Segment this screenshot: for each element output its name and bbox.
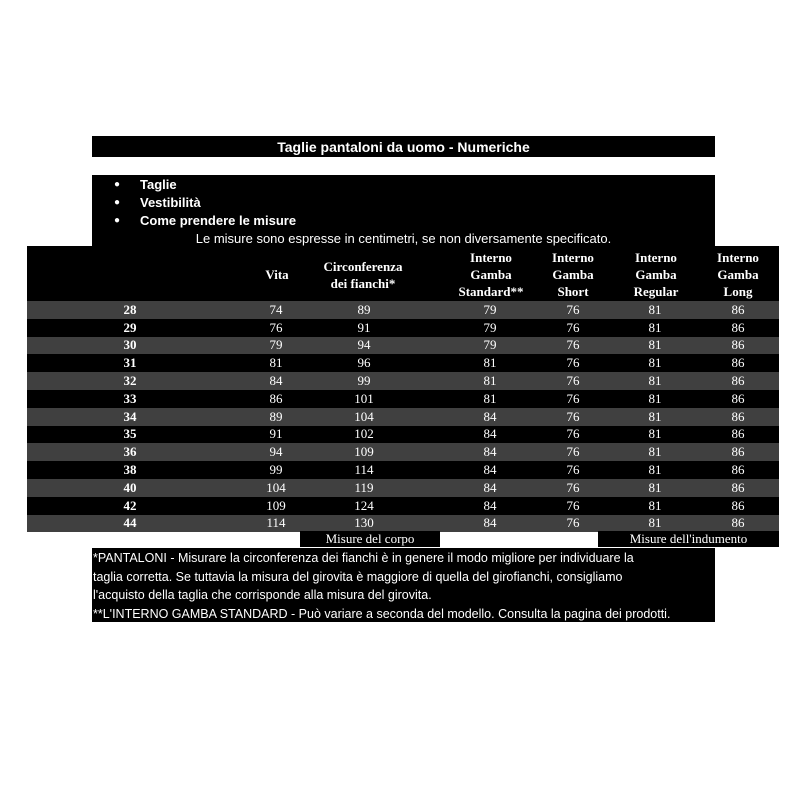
header-line: Long: [723, 284, 753, 299]
cell-size: 30: [123, 337, 137, 353]
header-line: dei fianchi*: [330, 276, 396, 291]
cell-size: 42: [123, 497, 137, 513]
cell-short: 76: [566, 426, 580, 442]
cell-std: 79: [483, 301, 497, 317]
cell-std: 79: [483, 319, 497, 335]
cell-short: 76: [566, 515, 580, 531]
cell-vita: 109: [266, 497, 286, 513]
cell-regular: 81: [648, 444, 662, 460]
cell-regular: 81: [648, 355, 662, 371]
header-line: Circonferenza: [323, 259, 403, 274]
nav-item-label: Taglie: [140, 177, 177, 192]
table-row: [27, 372, 779, 390]
bullet-icon: ●: [114, 197, 121, 208]
cell-std: 84: [483, 426, 497, 442]
cell-size: 31: [123, 355, 137, 371]
cell-long: 86: [731, 355, 745, 371]
header-long: [703, 249, 773, 300]
header-line: Gamba: [552, 267, 594, 282]
cell-std: 81: [483, 390, 497, 406]
cell-vita: 86: [269, 390, 283, 406]
cell-std: 84: [483, 515, 497, 531]
header-line: Interno: [717, 250, 759, 265]
cell-vita: 114: [266, 515, 286, 531]
cell-std: 84: [483, 462, 497, 478]
cell-size: 28: [123, 301, 137, 317]
cell-size: 29: [123, 319, 137, 335]
cell-hips: 119: [354, 479, 374, 495]
header-line: Interno: [635, 250, 677, 265]
footnote-line: **L'INTERNO GAMBA STANDARD - Può variare a seconda del modello. Consulta la pagina dei prodotti.: [93, 606, 671, 621]
footnote-line: taglia corretta. Se tuttavia la misura del girovita è maggiore di quella del girofianchi, consigliamo: [93, 569, 623, 584]
table-row: [27, 408, 779, 426]
cell-hips: 99: [357, 373, 371, 389]
cell-hips: 102: [354, 426, 374, 442]
cell-vita: 76: [269, 319, 283, 335]
cell-hips: 104: [354, 408, 374, 424]
cell-regular: 81: [648, 373, 662, 389]
table-row: [27, 479, 779, 497]
table-row: [27, 319, 779, 337]
header-line: Interno: [470, 250, 512, 265]
cell-regular: 81: [648, 497, 662, 513]
cell-short: 76: [566, 444, 580, 460]
cell-std: 84: [483, 479, 497, 495]
header-hips: [300, 258, 426, 292]
cell-vita: 81: [269, 355, 283, 371]
cell-short: 76: [566, 301, 580, 317]
bullet-icon: ●: [114, 215, 121, 226]
cell-vita: 104: [266, 479, 286, 495]
cell-hips: 101: [354, 390, 374, 406]
table-row: [27, 337, 779, 355]
nav-item-misure[interactable]: [114, 212, 296, 230]
footnotes: [92, 548, 715, 622]
cell-regular: 81: [648, 301, 662, 317]
header-line: Standard**: [458, 284, 524, 299]
cell-long: 86: [731, 390, 745, 406]
cell-size: 36: [123, 444, 137, 460]
cell-regular: 81: [648, 479, 662, 495]
header-line: Interno: [552, 250, 594, 265]
cell-size: 32: [123, 373, 137, 389]
cell-long: 86: [731, 301, 745, 317]
cell-long: 86: [731, 373, 745, 389]
table-row: [27, 354, 779, 372]
garment-measure-label: Misure dell'indumento: [598, 531, 779, 547]
cell-short: 76: [566, 319, 580, 335]
cell-std: 84: [483, 444, 497, 460]
cell-long: 86: [731, 515, 745, 531]
cell-long: 86: [731, 462, 745, 478]
cell-std: 84: [483, 408, 497, 424]
cell-short: 76: [566, 390, 580, 406]
cell-regular: 81: [648, 319, 662, 335]
cell-long: 86: [731, 497, 745, 513]
cell-short: 76: [566, 462, 580, 478]
footnote-line: l'acquisto della taglia che corrisponde alla misura del girovita.: [93, 588, 432, 602]
cell-short: 76: [566, 479, 580, 495]
header-line: Short: [557, 284, 589, 299]
header-line: Gamba: [470, 267, 512, 282]
cell-size: 44: [123, 515, 137, 531]
cell-hips: 96: [357, 355, 371, 371]
cell-size: 34: [123, 408, 137, 424]
header-short: [538, 249, 608, 300]
header-std: [446, 249, 536, 300]
cell-hips: 91: [357, 319, 371, 335]
cell-hips: 114: [354, 462, 374, 478]
cell-vita: 91: [269, 426, 283, 442]
header-regular: [616, 249, 696, 300]
cell-hips: 130: [354, 515, 374, 531]
cell-short: 76: [566, 497, 580, 513]
cell-regular: 81: [648, 426, 662, 442]
cell-long: 86: [731, 408, 745, 424]
cell-short: 76: [566, 408, 580, 424]
cell-vita: 74: [269, 301, 283, 317]
nav-item-taglie[interactable]: [114, 176, 296, 194]
cell-vita: 89: [269, 408, 283, 424]
nav-item-vestibilita[interactable]: [114, 194, 296, 212]
table-row: [27, 461, 779, 479]
cell-long: 86: [731, 337, 745, 353]
cell-hips: 94: [357, 337, 371, 353]
cell-vita: 84: [269, 373, 283, 389]
cell-size: 38: [123, 462, 137, 478]
table-row: [27, 515, 779, 533]
cell-regular: 81: [648, 462, 662, 478]
cell-regular: 81: [648, 337, 662, 353]
cell-long: 86: [731, 479, 745, 495]
nav-list: [114, 176, 296, 230]
header-line: Gamba: [635, 267, 677, 282]
table-row: [27, 426, 779, 444]
nav-item-label: Vestibilità: [140, 195, 201, 210]
cell-short: 76: [566, 373, 580, 389]
cell-std: 84: [483, 497, 497, 513]
cell-hips: 89: [357, 301, 371, 317]
table-row: [27, 497, 779, 515]
units-note: Le misure sono espresse in centimetri, se non diversamente specificato.: [92, 229, 715, 248]
table-row: [27, 301, 779, 319]
header-line: Regular: [633, 284, 679, 299]
cell-long: 86: [731, 426, 745, 442]
cell-std: 81: [483, 355, 497, 371]
nav-item-label: Come prendere le misure: [140, 213, 297, 228]
header-line: Gamba: [717, 267, 759, 282]
cell-std: 81: [483, 373, 497, 389]
cell-long: 86: [731, 444, 745, 460]
body-measure-label: Misure del corpo: [300, 531, 440, 547]
cell-regular: 81: [648, 515, 662, 531]
cell-regular: 81: [648, 408, 662, 424]
cell-std: 79: [483, 337, 497, 353]
cell-long: 86: [731, 319, 745, 335]
cell-size: 33: [123, 390, 137, 406]
cell-regular: 81: [648, 390, 662, 406]
bullet-icon: ●: [114, 179, 121, 190]
cell-vita: 79: [269, 337, 283, 353]
cell-hips: 124: [354, 497, 374, 513]
footnote-line: *PANTALONI - Misurare la circonferenza dei fianchi è in genere il modo migliore per individuare la: [93, 551, 634, 565]
table-row: [27, 390, 779, 408]
page-title: Taglie pantaloni da uomo - Numeriche: [92, 136, 715, 157]
cell-size: 40: [123, 479, 137, 495]
table-row: [27, 443, 779, 461]
header-text: Vita: [265, 267, 289, 282]
cell-vita: 99: [269, 462, 283, 478]
cell-vita: 94: [269, 444, 283, 460]
cell-short: 76: [566, 337, 580, 353]
cell-short: 76: [566, 355, 580, 371]
header-vita: [247, 266, 307, 283]
cell-hips: 109: [354, 444, 374, 460]
cell-size: 35: [123, 426, 137, 442]
